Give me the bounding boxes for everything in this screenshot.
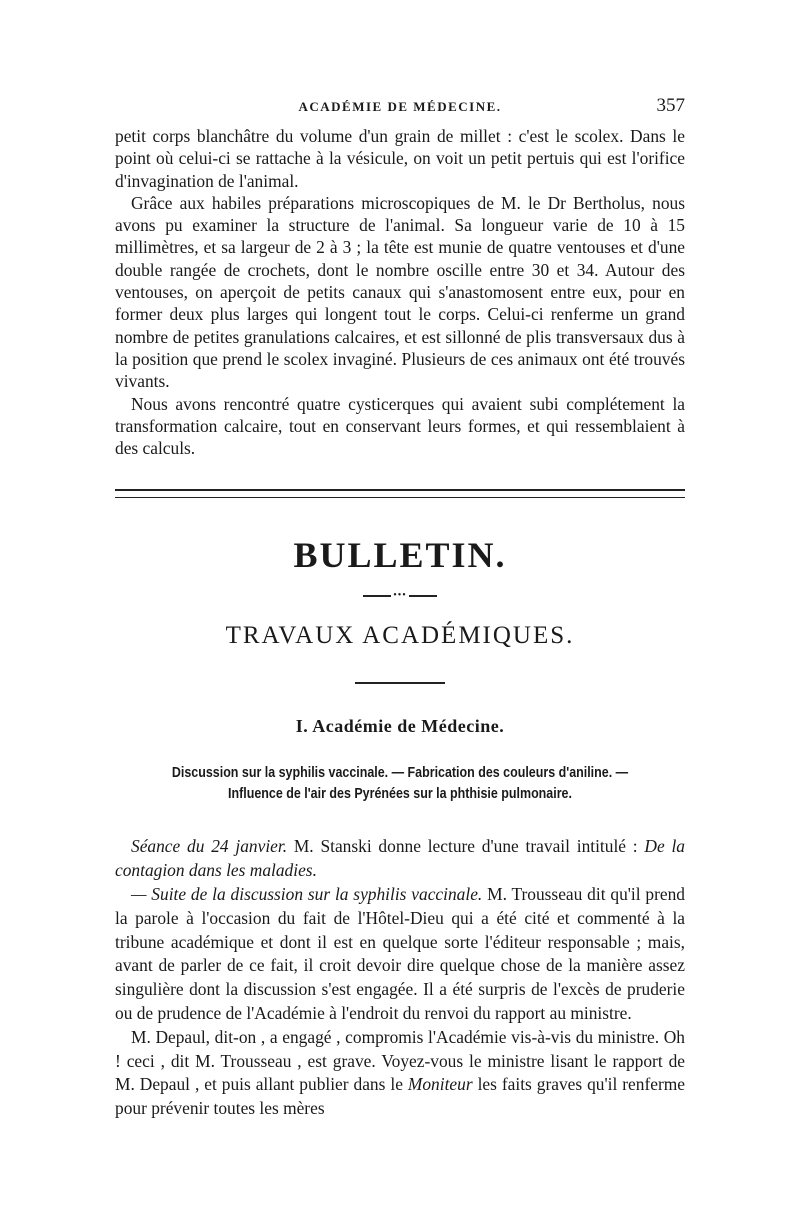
section-summary bbox=[155, 763, 645, 805]
session-date: Séance du 24 janvier. bbox=[131, 836, 288, 857]
paragraph-text: les faits graves qu'il renferme pour prévenir toutes les mères bbox=[115, 1074, 685, 1119]
paragraph bbox=[115, 1026, 685, 1121]
paragraph-text: M. Stanski donne lecture d'une travail intitulé : bbox=[287, 836, 645, 857]
paragraph-text: M. Trousseau dit qu'il prend la parole à l'occasion du fait de l'Hôtel-Dieu qui a été cité et commenté à la tribune académique et dont il est en quelque sorte l'éditeur responsable ; mais, avant de parler de ce fait, il croit devoir dire quelque chose de la manière assez singulière dont la discussion s'est engagée. Il a été surpris de l'excès de pruderie ou de prudence de l'Académie à l'endroit du renvoi du rapport au ministre. bbox=[115, 884, 686, 1024]
section-divider bbox=[115, 489, 685, 498]
paragraph: petit corps blanchâtre du volume d'un grain de millet : c'est le scolex. Dans le point où celui-ci se rattache à la vésicule, on voit un petit pertuis qui est l'orifice d'invagination de l'animal. bbox=[115, 126, 685, 191]
running-head bbox=[115, 95, 685, 119]
page bbox=[115, 95, 685, 1121]
paragraph bbox=[115, 835, 685, 883]
discussion-title: — Suite de la discussion sur la syphilis vaccinale. bbox=[131, 884, 483, 905]
ornament-bar-right bbox=[409, 595, 437, 597]
summary-line: Discussion sur la syphilis vaccinale. — Fabrication des couleurs d'aniline. — bbox=[171, 765, 629, 782]
page-number: 357 bbox=[656, 95, 685, 116]
summary-line: Influence de l'air des Pyrénées sur la phthisie pulmonaire. bbox=[228, 786, 572, 803]
bulletin-subtitle: TRAVAUX ACADÉMIQUES. bbox=[225, 622, 575, 650]
work-title: De la contagion dans les maladies. bbox=[115, 836, 685, 881]
paragraph bbox=[115, 883, 685, 1026]
ornament-bar-left bbox=[363, 595, 391, 597]
bulletin-title: BULLETIN. bbox=[293, 535, 507, 576]
newspaper-title: Moniteur bbox=[407, 1074, 473, 1095]
paragraph: Grâce aux habiles préparations microscopiques de M. le Dr Bertholus, nous avons pu examiner la structure de l'animal. Sa longueur varie de 10 à 15 millimètres, et sa largeur de 2 à 3 ; la tête est munie de quatre ventouses et d'une double rangée de crochets, dont le nombre oscille entre 30 et 34. Autour des ventouses, on aperçoit de petits canaux qui s'anastomosent entre eux, pour en former deux plus larges qui longent tout le corps. Celui-ci renferme un grand nombre de petites granulations calcaires, et est sillonné de plis transversaux dus à la position que prend le scolex invaginé. Plusieurs de ces animaux ont été trouvés vivants. bbox=[115, 192, 685, 392]
section-heading: I. Académie de Médecine. bbox=[295, 716, 505, 737]
paragraph: Nous avons rencontré quatre cysticerques qui avaient subi complétement la transformation calcaire, tout en conservant leurs formes, et qui ressemblaient à des calculs. bbox=[115, 393, 685, 459]
running-title: ACADÉMIE DE MÉDECINE. bbox=[298, 99, 502, 114]
paragraph-text: M. Depaul, dit-on , a engagé , compromis l'Académie vis-à-vis du ministre. Oh ! ceci , dit M. Trousseau , est grave. Voyez-vous le ministre lisant le rapport de M. Depaul , et puis allant publier dans le bbox=[115, 1026, 685, 1095]
intro-text bbox=[115, 125, 685, 459]
short-divider bbox=[355, 682, 445, 684]
ornament bbox=[115, 592, 685, 600]
ornament-dots: ••• bbox=[393, 590, 407, 602]
session-text bbox=[115, 835, 685, 1121]
